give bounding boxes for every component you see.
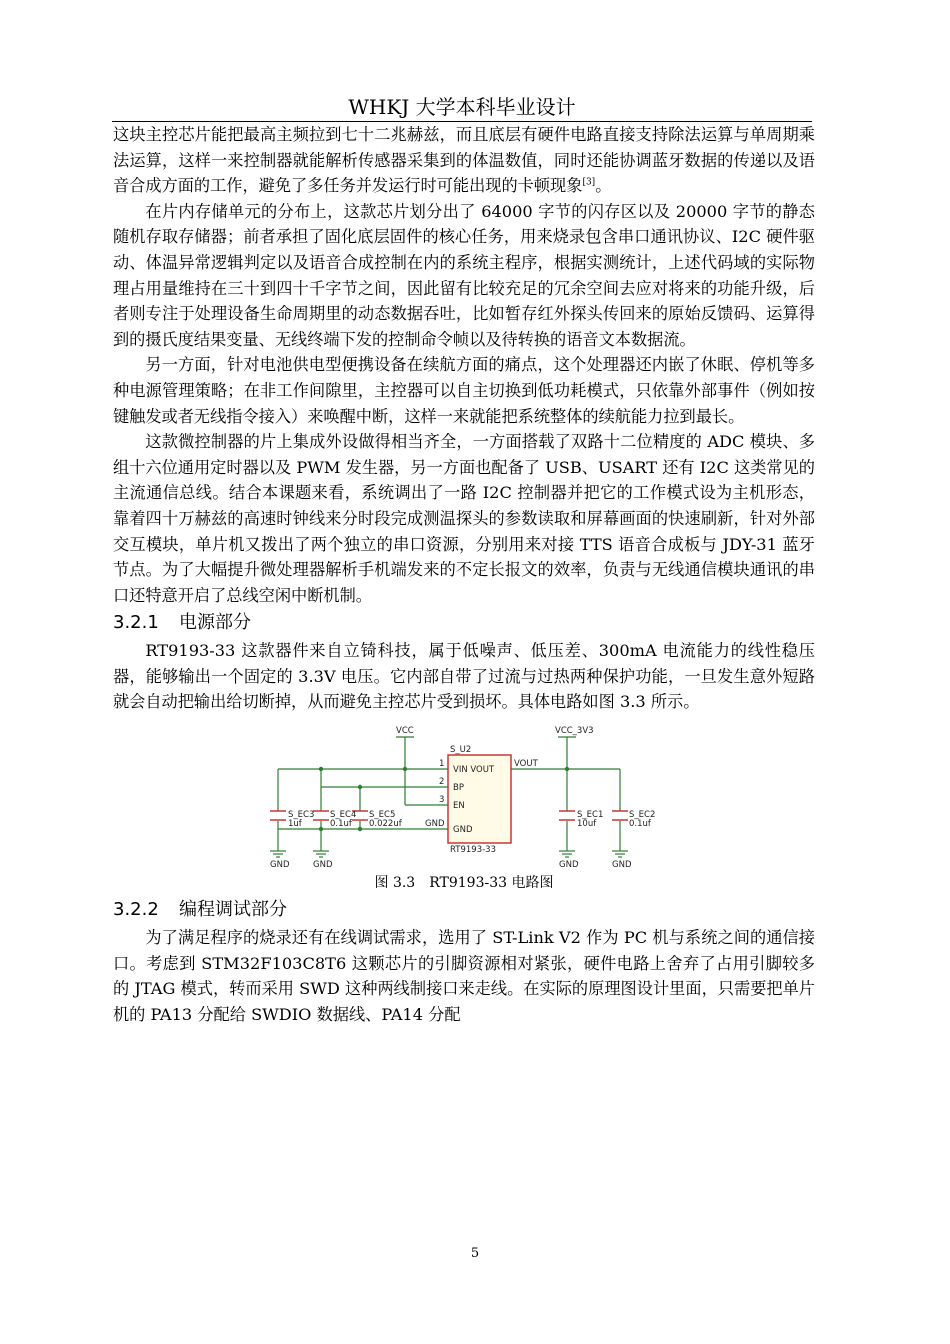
pin-gnd: GND bbox=[453, 825, 473, 836]
ec4-ref: S_EC4 bbox=[330, 810, 357, 821]
paragraph-intro-4: 这款微控制器的片上集成外设做得相当齐全，一方面搭载了双路十二位精度的 ADC 模块、多组十六位通用定时器以及 PWM 发生器，另一方面也配备了 USB、USART 还有 I2C 这类常见的主流通信总线。结合本课题来看，系统调出了一路 I2C 控制器并把它的工作模式设为主机形态，靠着四十万赫兹的高速时钟线来分时段完成测温探头的参数读取和屏幕画面的快速刷新，针对外部交互模块，单片机又拨出了两个独立的串口资源，分别用来对接 TTS 语音合成板与 JDY-31 蓝牙节点。为了大幅提升微处理器解析手机端发来的不定长报文的效率，负责与无线通信模块通讯的串口还特意开启了总线空闲中断机制。 bbox=[113, 432, 815, 605]
section-heading-debug bbox=[113, 895, 815, 925]
gnd-label-2: GND bbox=[313, 860, 333, 871]
page-content bbox=[113, 122, 815, 1027]
paragraph-text: 这块主控芯片能把最高主频拉到七十二兆赫兹，而且底层有硬件电路直接支持除法运算与单周期乘法运算，这样一来控制器就能解析传感器采集到的体温数值，同时还能协调蓝牙数据的传递以及语音合成方面的工作，避免了多任务并发运行时可能出现的卡顿现象 bbox=[113, 125, 815, 196]
section-title: 电源部分 bbox=[179, 612, 251, 634]
gnd-net-label: GND bbox=[425, 819, 445, 830]
gnd-label-3: GND bbox=[559, 860, 579, 871]
gnd-label-1: GND bbox=[270, 860, 290, 871]
section-heading-power bbox=[113, 608, 815, 638]
gnd-label-4: GND bbox=[612, 860, 632, 871]
vcc-label: VCC bbox=[396, 726, 414, 737]
page-number: 5 bbox=[470, 1246, 480, 1261]
ec5-value: 0.022uf bbox=[369, 819, 402, 830]
ec3-value: 1uf bbox=[288, 819, 302, 830]
pin-bp: BP bbox=[453, 783, 464, 794]
paragraph-debug: 为了满足程序的烧录还有在线调试需求，选用了 ST-Link V2 作为 PC 机与系统之间的通信接口。考虑到 STM32F103C8T6 这颗芯片的引脚资源相对紧张，硬件电路上舍弃了占用引脚较多的 JTAG 模式，转而采用 SWD 这种两线制接口来走线。在实际的原理图设计里面，只需要把单片机的 PA13 分配给 SWDIO 数据线、PA14 分配 bbox=[113, 928, 815, 1024]
circuit-figure bbox=[113, 725, 815, 871]
figure-caption-text: RT9193-33 电路图 bbox=[429, 875, 554, 892]
section-number: 3.2.2 bbox=[113, 899, 159, 921]
vcc33-label: VCC_3V3 bbox=[555, 726, 594, 737]
pin3-number: 3 bbox=[439, 795, 445, 806]
ground-symbols bbox=[270, 851, 628, 857]
ec1-value: 10uf bbox=[577, 819, 597, 830]
page-header: WHKJ 大学本科毕业设计 bbox=[348, 95, 576, 119]
rt9193-schematic bbox=[268, 725, 668, 871]
ec3-ref: S_EC3 bbox=[288, 810, 315, 821]
paragraph-power: RT9193-33 这款器件来自立锜科技，属于低噪声、低压差、300mA 电流能力的线性稳压器，能够输出一个固定的 3.3V 电压。它内部自带了过流与过热两种保护功能，一旦发生意外短路就会自动把输出给切断掉，从而避免主控芯片受到损坏。具体电路如图 3.3 所示。 bbox=[113, 641, 815, 712]
paragraph-intro-1 bbox=[113, 122, 815, 199]
figure-number: 图 3.3 bbox=[374, 875, 416, 892]
pin2-number: 2 bbox=[439, 777, 445, 788]
ec4-value: 0.1uf bbox=[330, 819, 352, 830]
ec2-ref: S_EC2 bbox=[629, 810, 656, 821]
pin-vin-vout: VIN VOUT bbox=[453, 765, 495, 776]
paragraph-intro-3: 另一方面，针对电池供电型便携设备在续航方面的痛点，这个处理器还内嵌了休眠、停机等多种电源管理策略；在非工作间隙里，主控器可以自主切换到低功耗模式，只依靠外部事件（例如按键触发或者无线指令接入）来唤醒中断，这样一来就能把系统整体的续航能力拉到最长。 bbox=[113, 355, 815, 426]
pin1-number: 1 bbox=[439, 759, 445, 770]
paragraph-tail: 。 bbox=[595, 176, 612, 196]
ec1-ref: S_EC1 bbox=[577, 810, 604, 821]
section-number: 3.2.1 bbox=[113, 612, 159, 634]
chip-ref-label: S_U2 bbox=[450, 745, 472, 756]
ec2-value: 0.1uf bbox=[629, 819, 651, 830]
vout-net-label: VOUT bbox=[514, 759, 538, 770]
figure-caption bbox=[113, 871, 815, 895]
pin-en: EN bbox=[453, 801, 465, 812]
ec5-ref: S_EC5 bbox=[369, 810, 396, 821]
paragraph-intro-2: 在片内存储单元的分布上，这款芯片划分出了 64000 字节的闪存区以及 20000 字节的静态随机存取存储器；前者承担了固化底层固件的核心任务，用来烧录包含串口通讯协议、I2C 硬件驱动、体温异常逻辑判定以及语音合成控制在内的系统主程序，根据实测统计，上述代码域的实际物理占用量维持在三十到四十千字节之间，因此留有比较充足的冗余空间去应对将来的功能升级，后者则专注于处理设备生命周期里的动态数据吞吐，比如暂存红外探头传回来的原始反馈码、运算得到的摄氏度结果变量、无线终端下发的控制命令帧以及待转换的语音文本数据流。 bbox=[113, 201, 815, 349]
citation[interactable]: [3] bbox=[582, 177, 596, 188]
chip-part-label: RT9193-33 bbox=[450, 845, 496, 856]
section-title: 编程调试部分 bbox=[179, 899, 287, 921]
